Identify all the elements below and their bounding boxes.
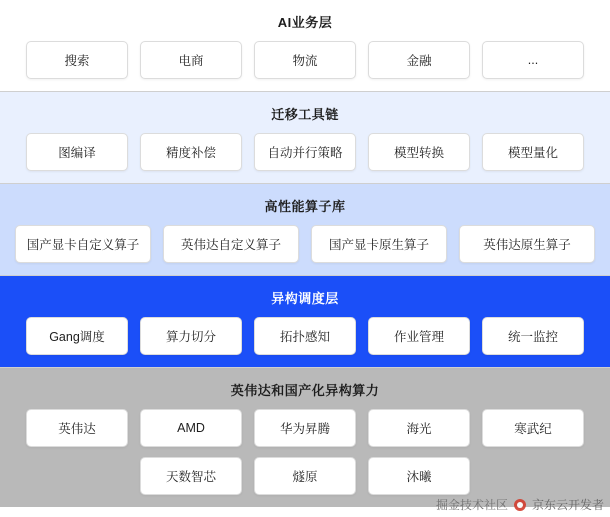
layer-operator-library [0,184,610,275]
card-hardware-6[interactable]: 燧原 [254,457,356,495]
layer-cards-heterogeneous-scheduling [10,317,600,355]
card-ai-business-4[interactable]: ... [482,41,584,79]
layer-cards-hardware [10,409,600,495]
card-scheduling-3[interactable]: 作业管理 [368,317,470,355]
card-toolchain-3[interactable]: 模型转换 [368,133,470,171]
layer-cards-migration-toolchain [10,133,600,171]
layer-title-operator-library: 高性能算子库 [264,199,346,214]
card-operator-2[interactable]: 国产显卡原生算子 [311,225,447,263]
card-scheduling-2[interactable]: 拓扑感知 [254,317,356,355]
card-hardware-2[interactable]: 华为昇腾 [254,409,356,447]
watermark-left-text: 掘金技术社区 [435,498,508,512]
layer-title-migration-toolchain: 迁移工具链 [271,107,339,122]
layer-cards-ai-business [10,41,600,79]
layer-title-ai-business: AI业务层 [277,15,333,30]
card-hardware-7[interactable]: 沐曦 [368,457,470,495]
layer-hardware [0,368,610,507]
card-ai-business-0[interactable]: 搜索 [26,41,128,79]
layer-title-hardware: 英伟达和国产化异构算力 [230,383,380,398]
card-operator-1[interactable]: 英伟达自定义算子 [163,225,299,263]
layer-title-heterogeneous-scheduling: 异构调度层 [271,291,339,306]
card-ai-business-2[interactable]: 物流 [254,41,356,79]
card-toolchain-2[interactable]: 自动并行策略 [254,133,356,171]
layer-heterogeneous-scheduling [0,276,610,367]
watermark [436,496,604,513]
card-ai-business-1[interactable]: 电商 [140,41,242,79]
card-operator-3[interactable]: 英伟达原生算子 [459,225,595,263]
card-hardware-5[interactable]: 天数智芯 [140,457,242,495]
card-scheduling-1[interactable]: 算力切分 [140,317,242,355]
record-dot-icon [514,499,526,511]
card-toolchain-1[interactable]: 精度补偿 [140,133,242,171]
watermark-right-text: 京东云开发者 [531,498,604,512]
card-hardware-4[interactable]: 寒武纪 [482,409,584,447]
layer-migration-toolchain [0,92,610,183]
card-toolchain-4[interactable]: 模型量化 [482,133,584,171]
layer-cards-operator-library [10,225,600,263]
layer-ai-business [0,0,610,91]
card-operator-0[interactable]: 国产显卡自定义算子 [15,225,151,263]
card-hardware-0[interactable]: 英伟达 [26,409,128,447]
card-ai-business-3[interactable]: 金融 [368,41,470,79]
card-scheduling-4[interactable]: 统一监控 [482,317,584,355]
card-scheduling-0[interactable]: Gang调度 [26,317,128,355]
card-toolchain-0[interactable]: 图编译 [26,133,128,171]
card-hardware-1[interactable]: AMD [140,409,242,447]
card-hardware-3[interactable]: 海光 [368,409,470,447]
